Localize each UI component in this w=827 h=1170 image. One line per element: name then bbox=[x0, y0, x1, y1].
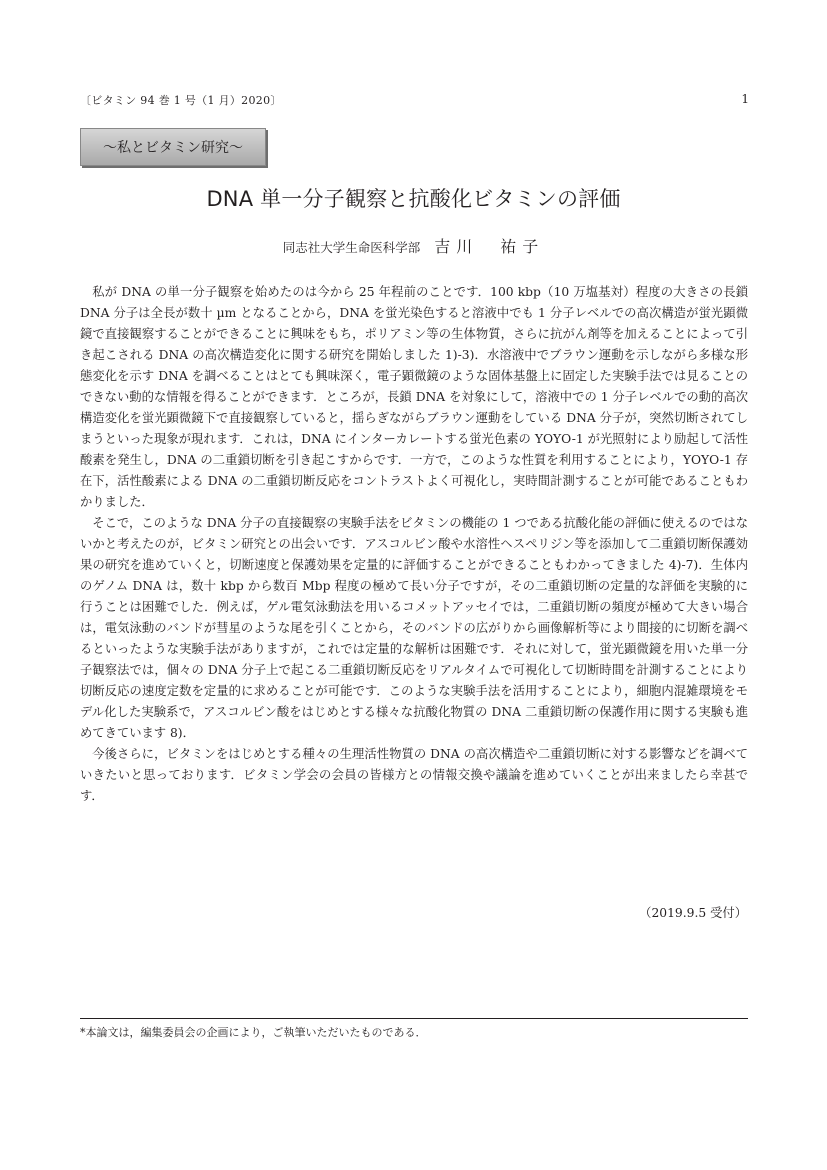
author-line bbox=[0, 234, 827, 257]
journal-citation: 〔ビタミン 94 巻 1 号（1 月）2020〕 bbox=[80, 94, 282, 107]
article-title: DNA 単一分子観察と抗酸化ビタミンの評価 bbox=[206, 187, 621, 211]
article-body bbox=[80, 282, 748, 807]
footnote: *本論文は，編集委員会の企画により，ご執筆いただいたものである． bbox=[80, 1026, 427, 1039]
page-number: 1 bbox=[741, 92, 749, 106]
footnote-divider bbox=[80, 1018, 748, 1019]
author-name: 吉川 祐子 bbox=[434, 237, 545, 256]
paragraph-1: 私が DNA の単一分子観察を始めたのは今から 25 年程前のことです．100 kbp（10 万塩基対）程度の大きさの長鎖 DNA 分子は全長が数十 µm となることから，DNA を蛍光染色すると溶液中でも 1 分子レベルでの高次構造が蛍光顕微鏡で直接観察することができることに興味をもち，ポリアミン等の生体物質，さらに抗がん剤等を加えることによって引き起こされる DNA の高次構造変化に関する研究を開始しました 1)-3)．水溶液中でブラウン運動を示しながら多様な形態変化を示す DNA を調べることはとても興味深く，電子顕微鏡のような固体基盤上に固定した実験手法では見ることのできない動的な情報を得ることができます．ところが，長鎖 DNA を対象にして，溶液中での 1 分子レベルでの動的高次構造変化を蛍光顕微鏡下で直接観察していると，揺らぎながらブラウン運動をしている DNA 分子が，突然切断されてしまうといった現象が現れます．これは，DNA にインターカレートする蛍光色素の YOYO-1 が光照射により励起して活性酸素を発生し，DNA の二重鎖切断を引き起こすからです．一方で，このような性質を利用することにより，YOYO-1 存在下，活性酸素による DNA の二重鎖切断反応をコントラストよく可視化し，実時間計測することが可能であることもわかりました． bbox=[80, 285, 748, 509]
author-affiliation: 同志社大学生命医科学部 bbox=[282, 240, 421, 255]
running-header bbox=[80, 92, 749, 108]
section-label: 〜私とビタミン研究〜 bbox=[103, 140, 243, 156]
received-date: （2019.9.5 受付） bbox=[639, 906, 747, 920]
section-label-box bbox=[80, 128, 266, 166]
paragraph-2: そこで，このような DNA 分子の直接観察の実験手法をビタミンの機能の 1 つである抗酸化能の評価に使えるのではないかと考えたのが，ビタミン研究との出会いです．アスコルビン酸や水溶性ヘスペリジン等を添加して二重鎖切断保護効果の研究を進めていくと，切断速度と保護効果を定量的に評価することができることもわかってきました 4)-7)．生体内のゲノム DNA は，数十 kbp から数百 Mbp 程度の極めて長い分子ですが，その二重鎖切断の定量的な評価を実験的に行うことは困難でした．例えば，ゲル電気泳動法を用いるコメットアッセイでは，二重鎖切断の頻度が極めて大きい場合は，電気泳動のバンドが彗星のような尾を引くことから，そのバンドの広がりから画像解析等により間接的に切断を調べるといったような実験手法がありますが，これでは定量的な解析は困難です．それに対して，蛍光顕微鏡を用いた単一分子観察法では，個々の DNA 分子上で起こる二重鎖切断反応をリアルタイムで可視化して切断時間を計測することにより切断反応の速度定数を定量的に求めることが可能です．このような実験手法を活用することにより，細胞内混雑環境をモデル化した実験系で，アスコルビン酸をはじめとする様々な抗酸化物質の DNA 二重鎖切断の保護作用に関する実験も進めてきています 8)． bbox=[80, 516, 748, 740]
paragraph-3: 今後さらに，ビタミンをはじめとする種々の生理活性物質の DNA の高次構造や二重鎖切断に対する影響などを調べていきたいと思っております．ビタミン学会の会員の皆様方との情報交換や議論を進めていくことが出来ましたら幸甚です． bbox=[80, 747, 748, 803]
